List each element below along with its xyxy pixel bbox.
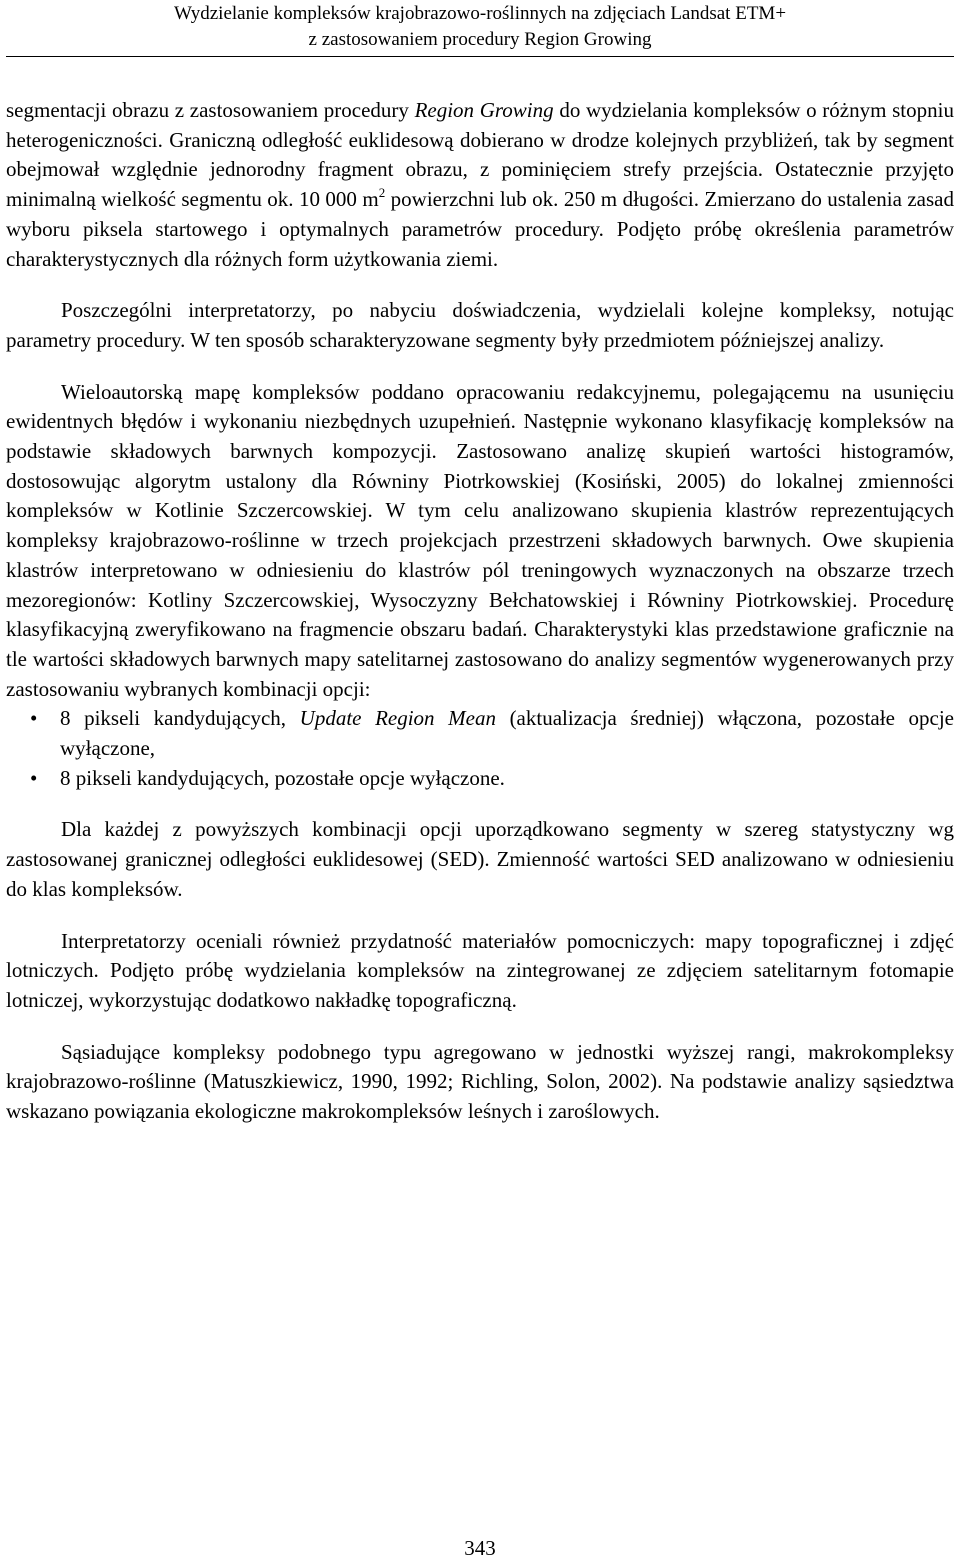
list-item-2-text: 8 pikseli kandydujących, pozostałe opcje wyłączone. [60,765,505,790]
body-text [6,96,954,1127]
paragraph-5: Interpretatorzy oceniali również przydatność materiałów pomocniczych: mapy topograficznej i zdjęć lotniczych. Podjęto próbę wydzielania kompleksów na zintegrowanej ze zdjęciem satelitarnym fotomapie lotniczej, wykorzystując dodatkowo nakładkę topograficzną. [6,928,954,1012]
header-line-1: Wydzielanie kompleksów krajobrazowo-roślinnych na zdjęciach Landsat ETM+ [173,3,787,24]
paragraph-6: Sąsiadujące kompleksy podobnego typu agregowano w jednostki wyższej rangi, makrokompleksy krajobrazowo-roślinne (Matuszkiewicz, 1990, 1992; Richling, Solon, 2002). Na podstawie analizy sąsiedztwa wskazano powiązania ekologiczne makrokompleksów leśnych i zaroślowych. [6,1039,954,1124]
list-item-1-part-2: (aktualizacja średniej) włączona, pozostałe opcje wyłączone, [60,706,954,761]
options-list [6,704,954,793]
paragraph-3: Wieloautorską mapę kompleksów poddano opracowaniu redakcyjnemu, polegającemu na usunięciu ewidentnych błędów i wykonaniu niezbędnych uzupełnień. Następnie wykonano klasyfikację kompleksów na podstawie składowych barwnych kompozycji. Zastosowano analizę skupień wartości histogramów, dostosowując algorytm ustalony dla Równiny Piotrkowskiej (Kosiński, 2005) do lokalnej zmienności kompleksów w Kotlinie Szczercowskiej. W tym celu analizowano skupienia klastrów reprezentujących kompleksy krajobrazowo-roślinne w trzech projekcjach przestrzeni składowych barwnych. Owe skupienia klastrów interpretowano w odniesieniu do klastrów pól treningowych wyznaczonych na obszarze trzech mezoregionów: Kotliny Szczercowskiej, Wysoczyzny Bełchatowskiej i Równiny Piotrkowskiej. Procedurę klasyfikacyjną zweryfikowano na fragmencie obszaru badań. Charakterystyki klas przedstawione graficznie na tle wartości składowych barwnych mapy satelitarnej zastosowano do analizy segmentów wygenerowanych przy zastosowaniu wybranych kombinacji opcji: [6,379,954,701]
paragraph-1-italic-term: Region Growing [414,98,554,122]
paragraph-2: Poszczególni interpretatorzy, po nabyciu doświadczenia, wydzielali kolejne kompleksy, notując parametry procedury. W ten sposób scharakteryzowane segmenty były przedmiotem późniejszej analizy. [6,298,954,352]
paragraph-1 [6,96,954,274]
list-item [6,704,954,763]
bullet-icon: • [30,706,38,731]
paragraph-1-part-3: powierzchni lub ok. 250 m długości. Zmierzano do ustalenia zasad wyboru piksela startowego i optymalnych parametrów procedury. Podjęto próbę określenia parametrów charakterystycznych dla różnych form użytkowania ziemi. [6,187,954,271]
list-item-1-italic-term: Update Region Mean [299,706,496,731]
header-line-2: z zastosowaniem procedury Region Growing [308,29,652,50]
superscript-2: 2 [378,185,386,201]
list-item-1-part-1: 8 pikseli kandydujących, [60,706,300,731]
list-item [6,764,954,794]
paragraph-1-part-1: segmentacji obrazu z zastosowaniem procedury [6,98,415,122]
bullet-icon: • [30,765,38,790]
page [6,0,954,1149]
page-number: 343 [464,1536,496,1560]
paragraph-1-part-2: do wydzielania kompleksów o różnym stopniu heterogeniczności. Graniczną odległość euklidesową dobierano w drodze kolejnych przybliżeń, tak by segment obejmował względnie jednorodny fragment obrazu, z pominięciem strefy przejścia. Ostatecznie przyjęto minimalną wielkość segmentu ok. 10 000 m [6,98,954,212]
running-header [6,0,954,57]
paragraph-4: Dla każdej z powyższych kombinacji opcji uporządkowano segmenty w szereg statystyczny wg zastosowanej granicznej odległości euklidesowej (SED). Zmienność wartości SED analizowano w odniesieniu do klas kompleksów. [6,817,954,901]
